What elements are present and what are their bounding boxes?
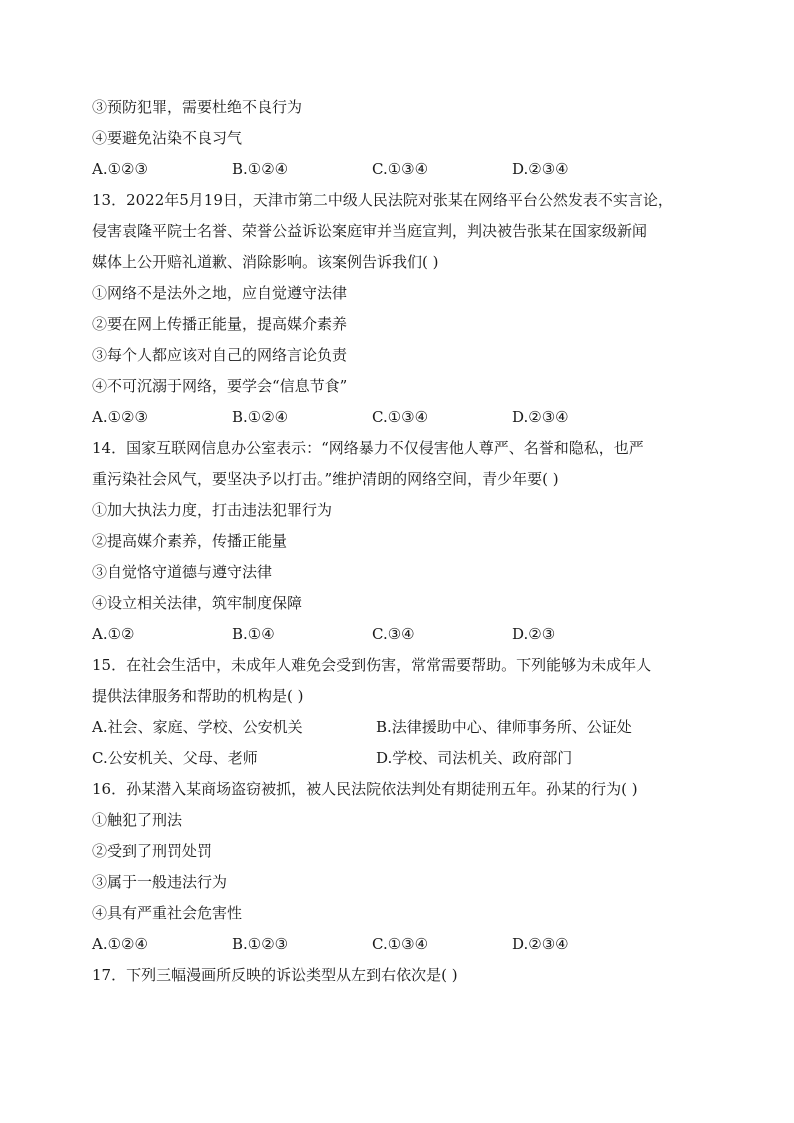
statement-item: ④不可沉溺于网络，要学会“信息节食” (92, 377, 348, 395)
option-c: C.①③④ (372, 935, 429, 953)
statement-item: ②提高媒介素养，传播正能量 (92, 532, 288, 550)
option-b: B.①②③ (232, 935, 289, 953)
question-stem-line: 15．在社会生活中，未成年人难免会受到伤害，常常需要帮助。下列能够为未成年人 (92, 656, 652, 674)
question-stem-line: 侵害袁隆平院士名誉、荣誉公益诉讼案庭审并当庭宣判，判决被告张某在国家级新闻 (92, 222, 648, 240)
question-carryover (92, 92, 712, 185)
question-stem-line: 14．国家互联网信息办公室表示：“网络暴力不仅侵害他人尊严、名誉和隐私，也严 (92, 439, 644, 457)
option-d: D.②③④ (512, 935, 569, 953)
question-stem-line: 提供法律服务和帮助的机构是( ) (92, 687, 304, 705)
question-stem-line: 媒体上公开赔礼道歉、消除影响。该案例告诉我们( ) (92, 253, 439, 271)
question-17 (92, 960, 712, 991)
option-a: A.①②④ (92, 935, 148, 953)
option-d: D.学校、司法机关、政府部门 (376, 749, 573, 767)
statement-item: ③每个人都应该对自己的网络言论负责 (92, 346, 348, 364)
option-c: C.①③④ (372, 408, 429, 426)
statement-item: ②受到了刑罚处罚 (92, 842, 213, 860)
question-stem-line: 重污染社会风气，要坚决予以打击。”维护清朗的网络空间，青少年要( ) (92, 470, 559, 488)
answer-options-row (92, 743, 712, 774)
option-b: B.法律援助中心、律师事务所、公证处 (376, 718, 632, 736)
option-a: A.①②③ (92, 160, 148, 178)
exam-page (92, 92, 712, 991)
option-a: A.①②③ (92, 408, 148, 426)
question-stem-line: 17．下列三幅漫画所反映的诉讼类型从左到右依次是( ) (92, 966, 458, 984)
option-d: D.②③ (512, 625, 556, 643)
question-stem-line: 13．2022年5月19日，天津市第二中级人民法院对张某在网络平台公然发表不实言论， (92, 191, 673, 209)
statement-item: ②要在网上传播正能量，提高媒介素养 (92, 315, 348, 333)
answer-options (92, 402, 712, 433)
answer-options-row (92, 712, 712, 743)
statement-item: ④要避免沾染不良习气 (92, 129, 243, 147)
answer-options (92, 154, 712, 185)
statement-item: ③属于一般违法行为 (92, 873, 228, 891)
option-c: C.③④ (372, 625, 415, 643)
option-b: B.①②④ (232, 408, 289, 426)
answer-options (92, 619, 712, 650)
question-14 (92, 433, 712, 650)
option-b: B.①④ (232, 625, 275, 643)
statement-item: ③预防犯罪，需要杜绝不良行为 (92, 98, 303, 116)
statement-item: ①网络不是法外之地，应自觉遵守法律 (92, 284, 348, 302)
statement-item: ④设立相关法律，筑牢制度保障 (92, 594, 303, 612)
statement-item: ①加大执法力度，打击违法犯罪行为 (92, 501, 333, 519)
statement-item: ①触犯了刑法 (92, 811, 183, 829)
answer-options (92, 929, 712, 960)
question-15 (92, 650, 712, 774)
option-a: A.社会、家庭、学校、公安机关 (92, 718, 303, 736)
question-13 (92, 185, 712, 433)
option-a: A.①② (92, 625, 135, 643)
option-b: B.①②④ (232, 160, 289, 178)
question-stem-line: 16．孙某潜入某商场盗窃被抓，被人民法院依法判处有期徒刑五年。孙某的行为( ) (92, 780, 638, 798)
option-d: D.②③④ (512, 408, 569, 426)
statement-item: ④具有严重社会危害性 (92, 904, 243, 922)
option-c: C.公安机关、父母、老师 (92, 749, 258, 767)
option-c: C.①③④ (372, 160, 429, 178)
statement-item: ③自觉恪守道德与遵守法律 (92, 563, 273, 581)
option-d: D.②③④ (512, 160, 569, 178)
question-16 (92, 774, 712, 960)
